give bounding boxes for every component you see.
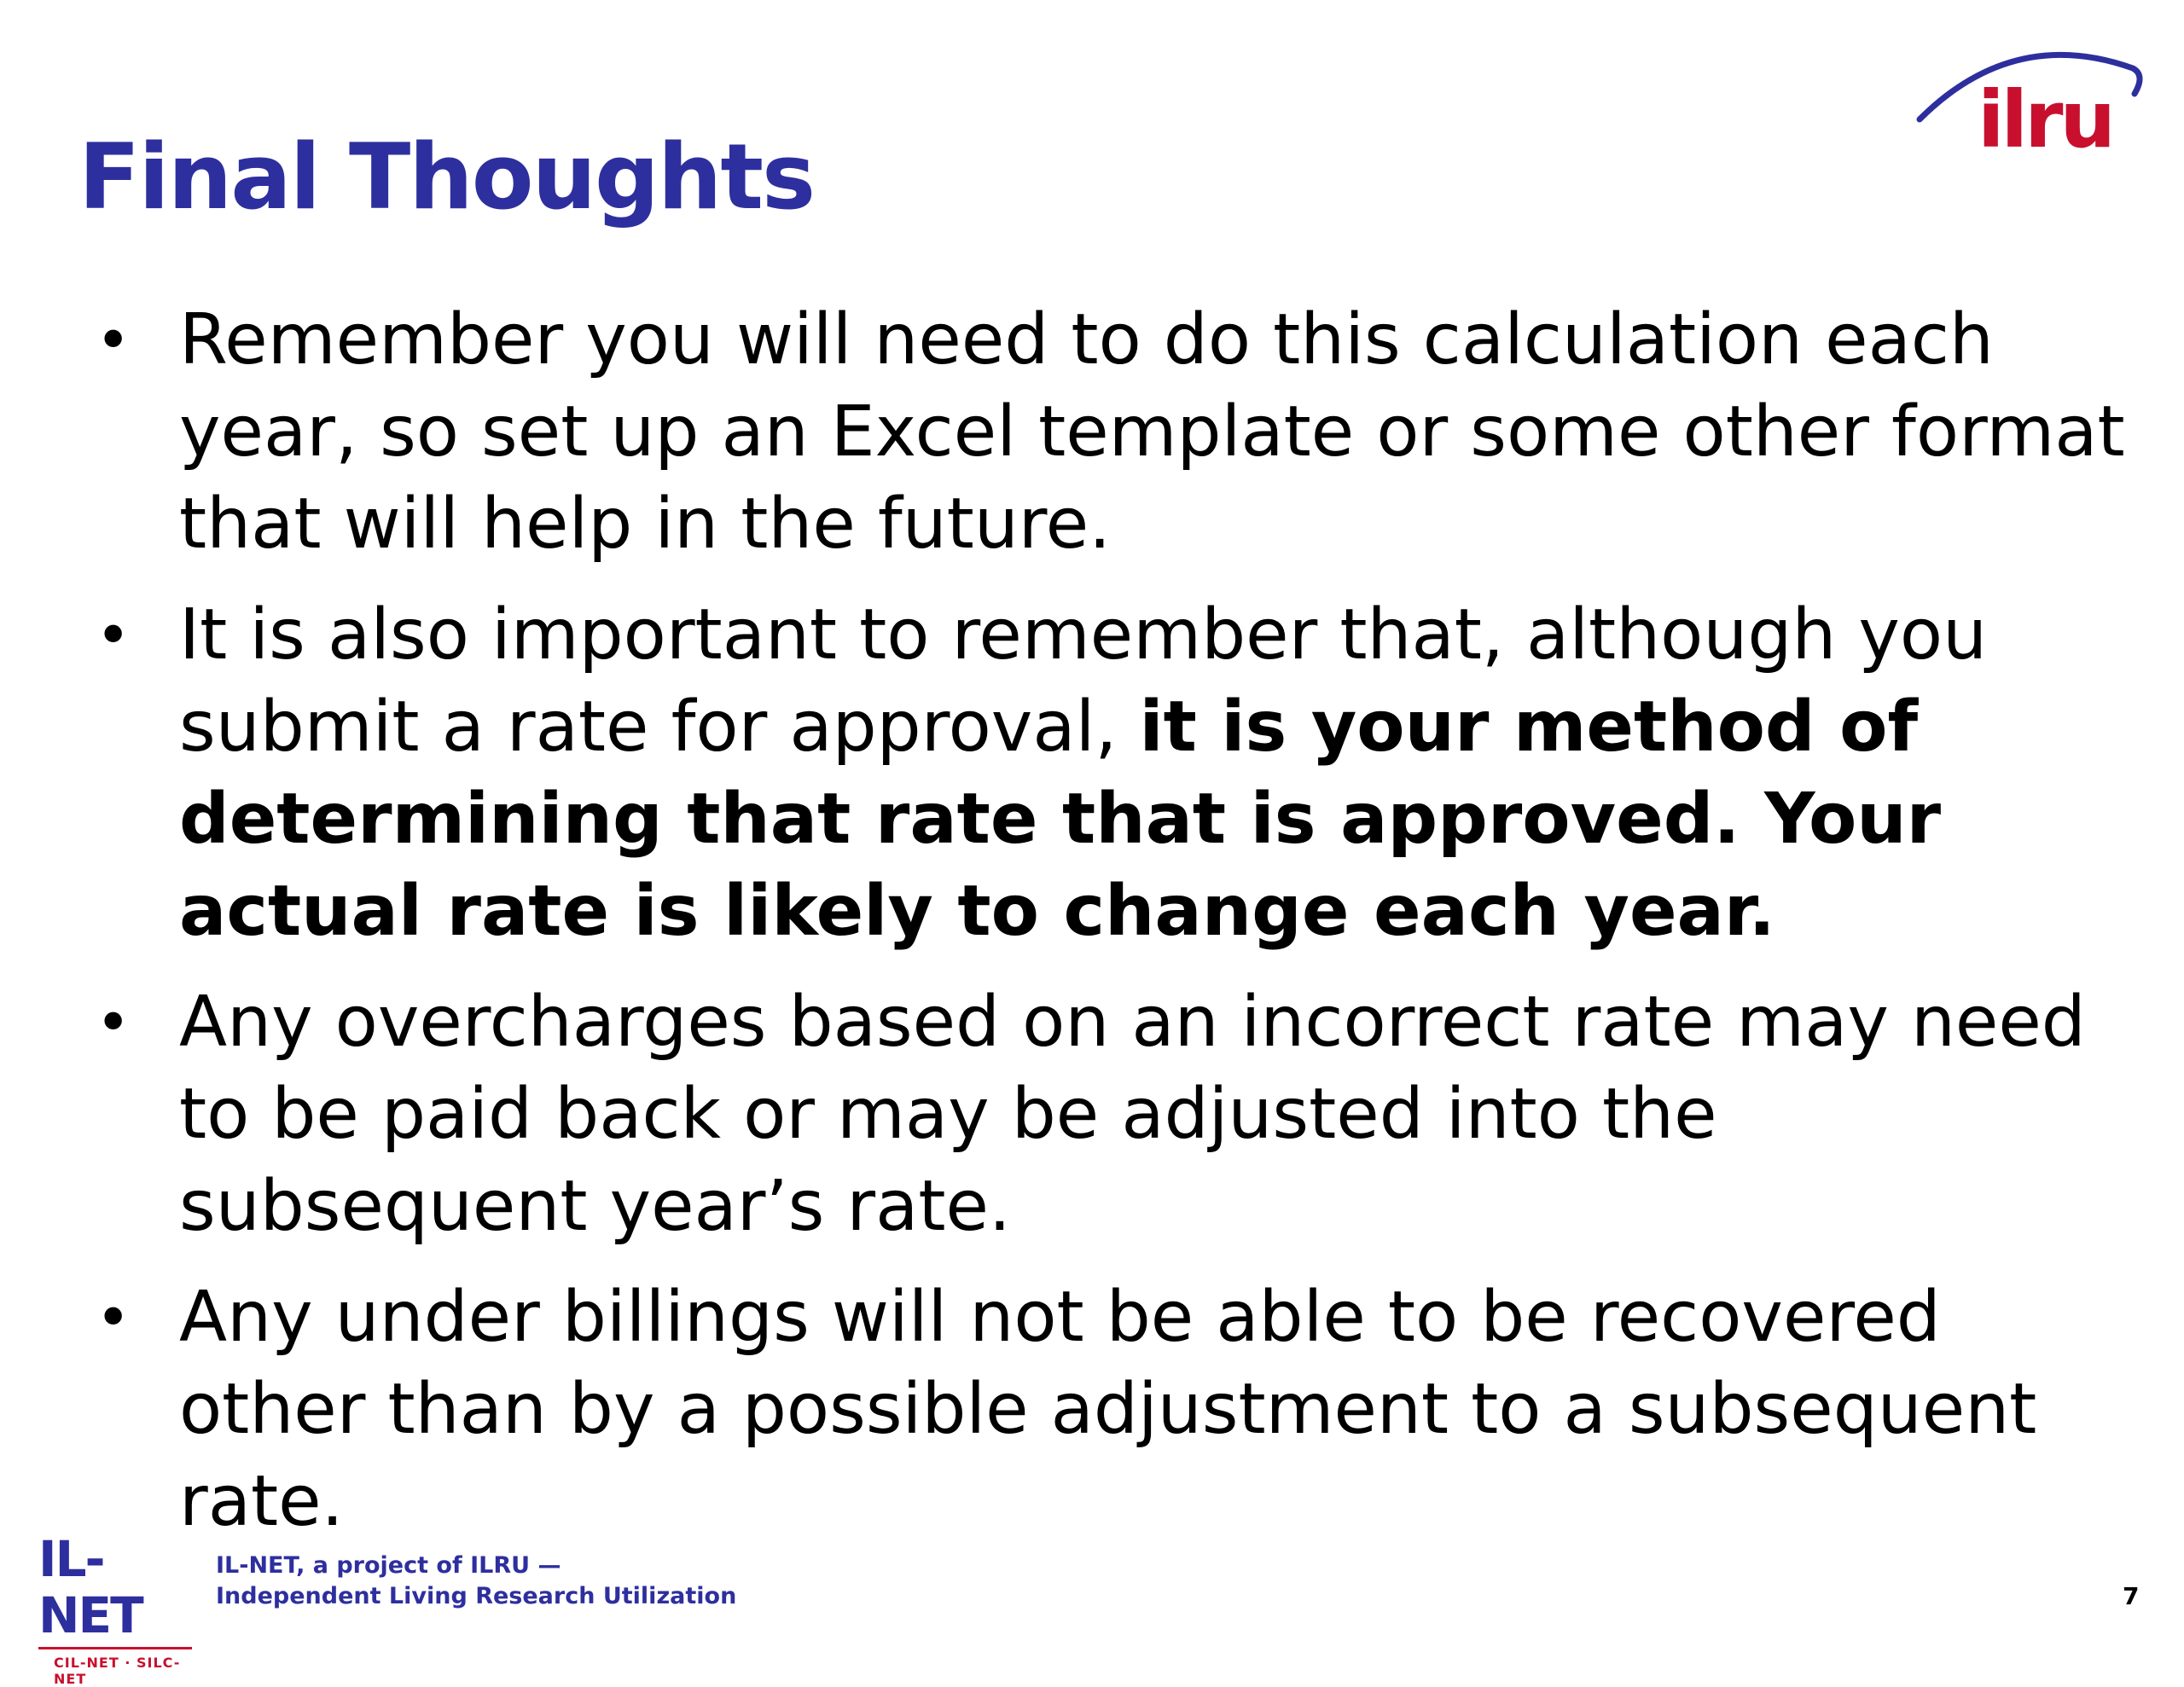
- page-number: 7: [2123, 1582, 2140, 1610]
- bullet-text: Any overcharges based on an incorrect rate may need to be paid back or may be adjusted into the subsequent year’s rate.: [179, 982, 2086, 1247]
- bullet-marker: •: [96, 600, 131, 670]
- bullet-text: It is also important to remember that, although you submit a rate for approval,: [179, 594, 1988, 768]
- il-net-logo-rule: [38, 1647, 192, 1649]
- slide-title: Final Thoughts: [78, 125, 815, 229]
- bullet-text: Any under billings will not be able to be recovered other than by a possible adjustment to a subsequent rate.: [179, 1277, 2037, 1542]
- ilru-logo-graphic: [1911, 34, 2150, 162]
- bullet-item: [85, 1272, 2133, 1548]
- bullet-item: [85, 294, 2133, 571]
- footer-credit: [216, 1551, 736, 1612]
- footer-credit-line1: IL-NET, a project of ILRU —: [216, 1552, 561, 1579]
- bullet-item: [85, 977, 2133, 1253]
- ilru-logo-text: ilru: [1978, 74, 2112, 162]
- bullet-text-bold: it is your method of determining that rate that is approved. Your actual rate is likely to change each year.: [179, 687, 1942, 952]
- ilru-logo: [1911, 34, 2150, 162]
- footer-credit-line2: Independent Living Research Utilization: [216, 1583, 737, 1609]
- il-net-logo-subtext: CIL-NET · SILC-NET: [54, 1655, 181, 1687]
- bullet-list: [85, 294, 2133, 1567]
- bullet-marker: •: [96, 1283, 131, 1353]
- il-net-logo-text: IL-NET: [38, 1530, 142, 1644]
- il-net-logo: [38, 1531, 200, 1687]
- bullet-marker: •: [96, 988, 131, 1058]
- bullet-text: Remember you will need to do this calculation each year, so set up an Excel template or some other format that will help in the future.: [179, 299, 2125, 565]
- bullet-item: [85, 589, 2133, 958]
- bullet-marker: •: [96, 305, 131, 375]
